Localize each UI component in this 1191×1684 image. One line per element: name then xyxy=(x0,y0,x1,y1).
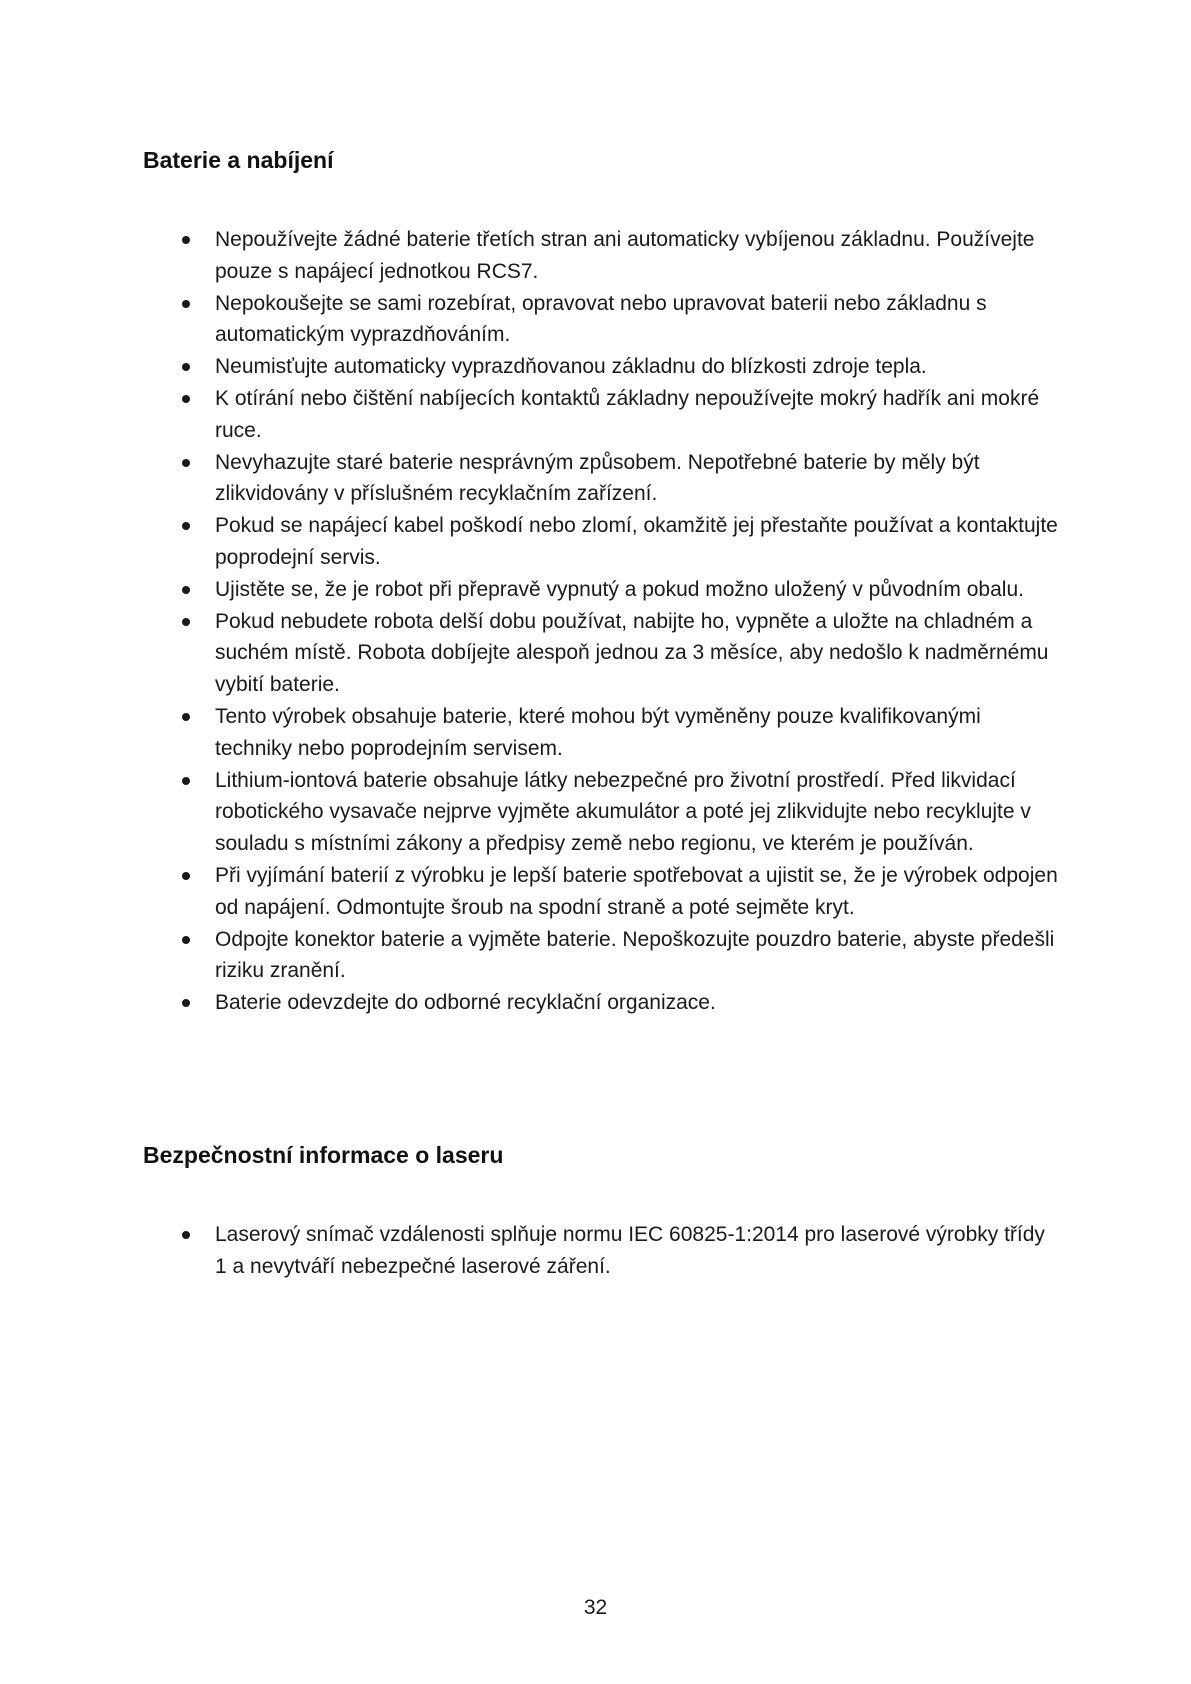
list-item xyxy=(0,765,1060,860)
list-item-text: Nepokoušejte se sami rozebírat, opravovat nebo upravovat baterii nebo základnu s automatickým vyprazdňováním. xyxy=(215,291,987,347)
list-item-text: Baterie odevzdejte do odborné recyklační organizace. xyxy=(215,991,716,1015)
list-item-text: Pokud nebudete robota delší dobu používat, nabijte ho, vypněte a uložte na chladném a suchém místě. Robota dobíjejte alespoň jednou za 3 měsíce, aby nedošlo k nadměrnému vybití baterie. xyxy=(215,609,1049,697)
list-item xyxy=(0,987,1060,1019)
list-item-text: Ujistěte se, že je robot při přepravě vypnutý a pokud možno uložený v původním obalu. xyxy=(215,577,1024,601)
list-item xyxy=(0,510,1060,574)
list-item xyxy=(0,574,1060,606)
bullet-list-laser xyxy=(0,1219,1060,1283)
list-item xyxy=(0,701,1060,765)
list-item-text: K otírání nebo čištění nabíjecích kontaktů základny nepoužívejte mokrý hadřík ani mokré ruce. xyxy=(215,386,1040,442)
bullet-list-battery xyxy=(0,224,1060,1019)
bullet-icon xyxy=(182,872,190,880)
list-item xyxy=(0,860,1060,924)
bullet-icon xyxy=(182,777,190,785)
section-heading-battery: Baterie a nabíjení xyxy=(143,147,334,173)
bullet-icon xyxy=(182,936,190,944)
list-item-text: Nevyhazujte staré baterie nesprávným způsobem. Nepotřebné baterie by měly být zlikvidovány v příslušném recyklačním zařízení. xyxy=(215,450,980,506)
list-item-text: Laserový snímač vzdálenosti splňuje normu IEC 60825-1:2014 pro laserové výrobky třídy 1 a nevytváří nebezpečné laserové záření. xyxy=(215,1223,1045,1278)
bullet-icon xyxy=(182,1231,190,1239)
list-item-text: Odpojte konektor baterie a vyjměte baterie. Nepoškozujte pouzdro baterie, abyste předešli riziku zranění. xyxy=(215,927,1055,983)
list-item-text: Tento výrobek obsahuje baterie, které mohou být vyměněny pouze kvalifikovanými techniky nebo poprodejním servisem. xyxy=(215,704,981,760)
list-item xyxy=(0,288,1060,352)
list-item-text: Při vyjímání baterií z výrobku je lepší baterie spotřebovat a ujistit se, že je výrobek odpojen od napájení. Odmontujte šroub na spodní straně a poté sejměte kryt. xyxy=(215,863,1058,919)
bullet-icon xyxy=(182,459,190,467)
bullet-icon xyxy=(182,999,190,1007)
bullet-icon xyxy=(182,395,190,403)
bullet-icon xyxy=(182,363,190,371)
list-item xyxy=(0,924,1060,988)
list-item xyxy=(0,383,1060,447)
bullet-icon xyxy=(182,300,190,308)
list-item xyxy=(0,351,1060,383)
bullet-icon xyxy=(182,713,190,721)
list-item-text: Pokud se napájecí kabel poškodí nebo zlomí, okamžitě jej přestaňte používat a kontaktujte poprodejní servis. xyxy=(215,514,1058,569)
section-heading-laser: Bezpečnostní informace o laseru xyxy=(143,1142,504,1168)
list-item xyxy=(0,1219,1060,1283)
list-item xyxy=(0,606,1060,701)
bullet-icon xyxy=(182,522,190,530)
list-item-text: Nepoužívejte žádné baterie třetích stran ani automaticky vybíjenou základnu. Používejte pouze s napájecí jednotkou RCS7. xyxy=(215,228,1035,283)
list-item-text: Lithium-iontová baterie obsahuje látky nebezpečné pro životní prostředí. Před likvidací robotického vysavače nejprve vyjměte akumulátor a poté jej zlikvidujte nebo recyklujte v souladu s místními zákony a předpisy země nebo regionu, ve kterém je používán. xyxy=(215,768,1031,856)
page-number: 32 xyxy=(583,1596,608,1619)
bullet-icon xyxy=(182,236,190,244)
list-item xyxy=(0,447,1060,511)
list-item-text: Neumisťujte automaticky vyprazdňovanou základnu do blízkosti zdroje tepla. xyxy=(215,355,927,379)
bullet-icon xyxy=(182,586,190,594)
bullet-icon xyxy=(182,618,190,626)
list-item xyxy=(0,224,1060,288)
